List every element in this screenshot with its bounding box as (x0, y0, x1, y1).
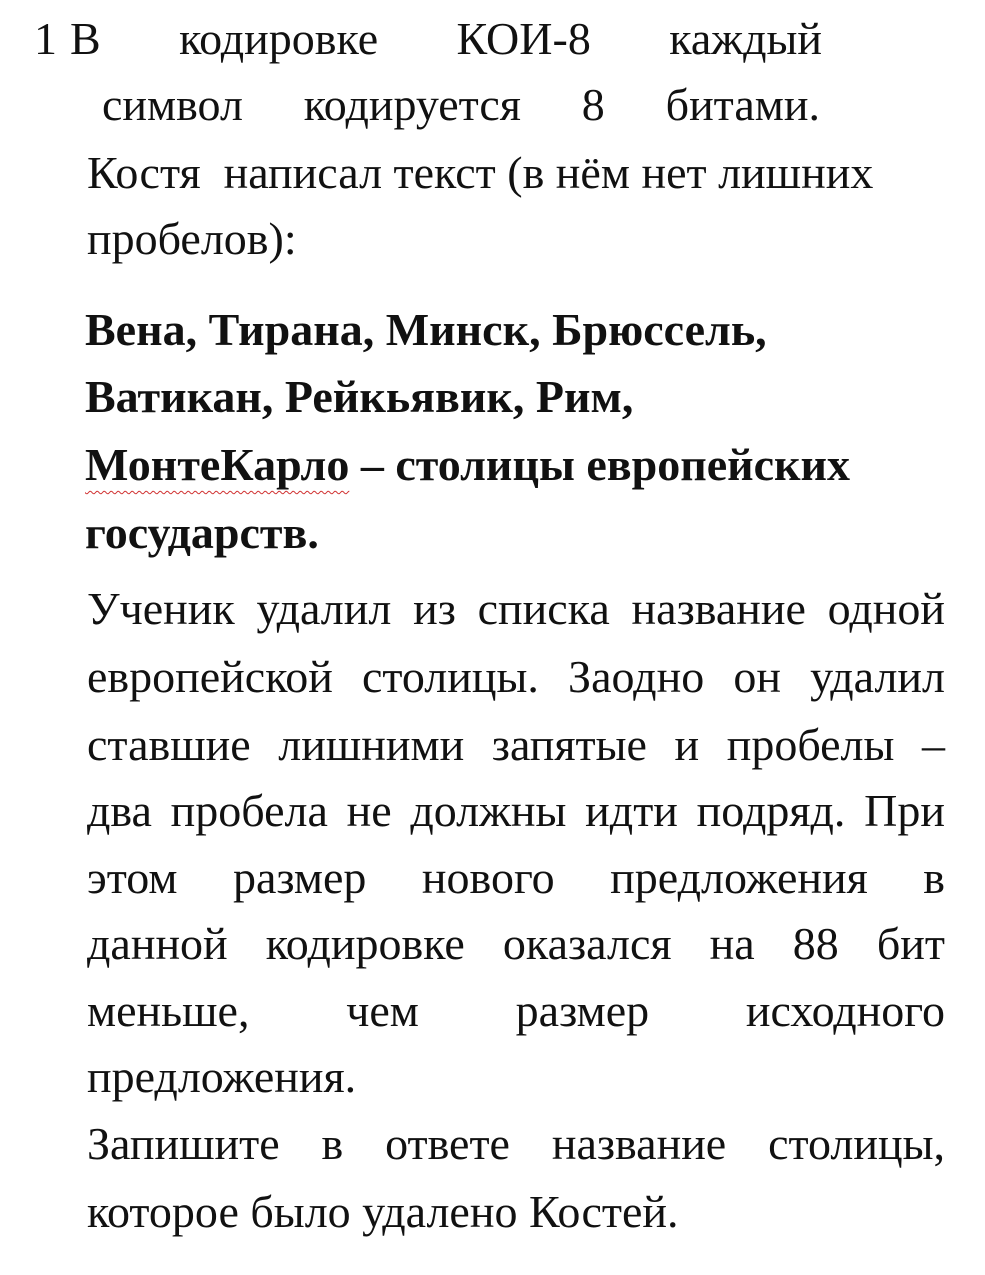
intro-line-3: Костя написал текст (в нём нет лишних (87, 147, 874, 198)
spellcheck-word: МонтеКарло (85, 439, 350, 490)
question-line-2: которое было удалено Костей. (87, 1186, 679, 1237)
body-line-7: меньше, чем размер исходного (87, 985, 945, 1036)
quoted-text-line-1: Вена, Тирана, Минск, Брюссель, (85, 304, 767, 355)
body-line-3: ставшие лишними запятые и пробелы – (87, 719, 945, 770)
quoted-text-line-4: государств. (85, 507, 319, 558)
body-line-6: данной кодировке оказался на 88 бит (87, 918, 945, 969)
intro-line-4: пробелов): (87, 213, 297, 264)
body-line-1: Ученик удалил из списка название одной (87, 583, 945, 634)
question-line-1: Запишите в ответе название столицы, (87, 1118, 945, 1169)
body-line-4: два пробела не должны идти подряд. При (87, 785, 945, 836)
quoted-text-line-2: Ватикан, Рейкьявик, Рим, (85, 371, 634, 422)
quoted-text-line-3-rest: – столицы европейских (349, 439, 851, 490)
body-line-8: предложения. (87, 1051, 357, 1102)
body-line-5: этом размер нового предложения в (87, 852, 945, 903)
intro-line-1: В кодировке КОИ-8 каждый (70, 13, 822, 64)
body-line-2: европейской столицы. Заодно он удалил (87, 651, 945, 702)
intro-line-2: символ кодируется 8 битами. (102, 79, 820, 130)
task-number: 1 (34, 13, 57, 64)
quoted-text-line-3 (85, 438, 850, 492)
